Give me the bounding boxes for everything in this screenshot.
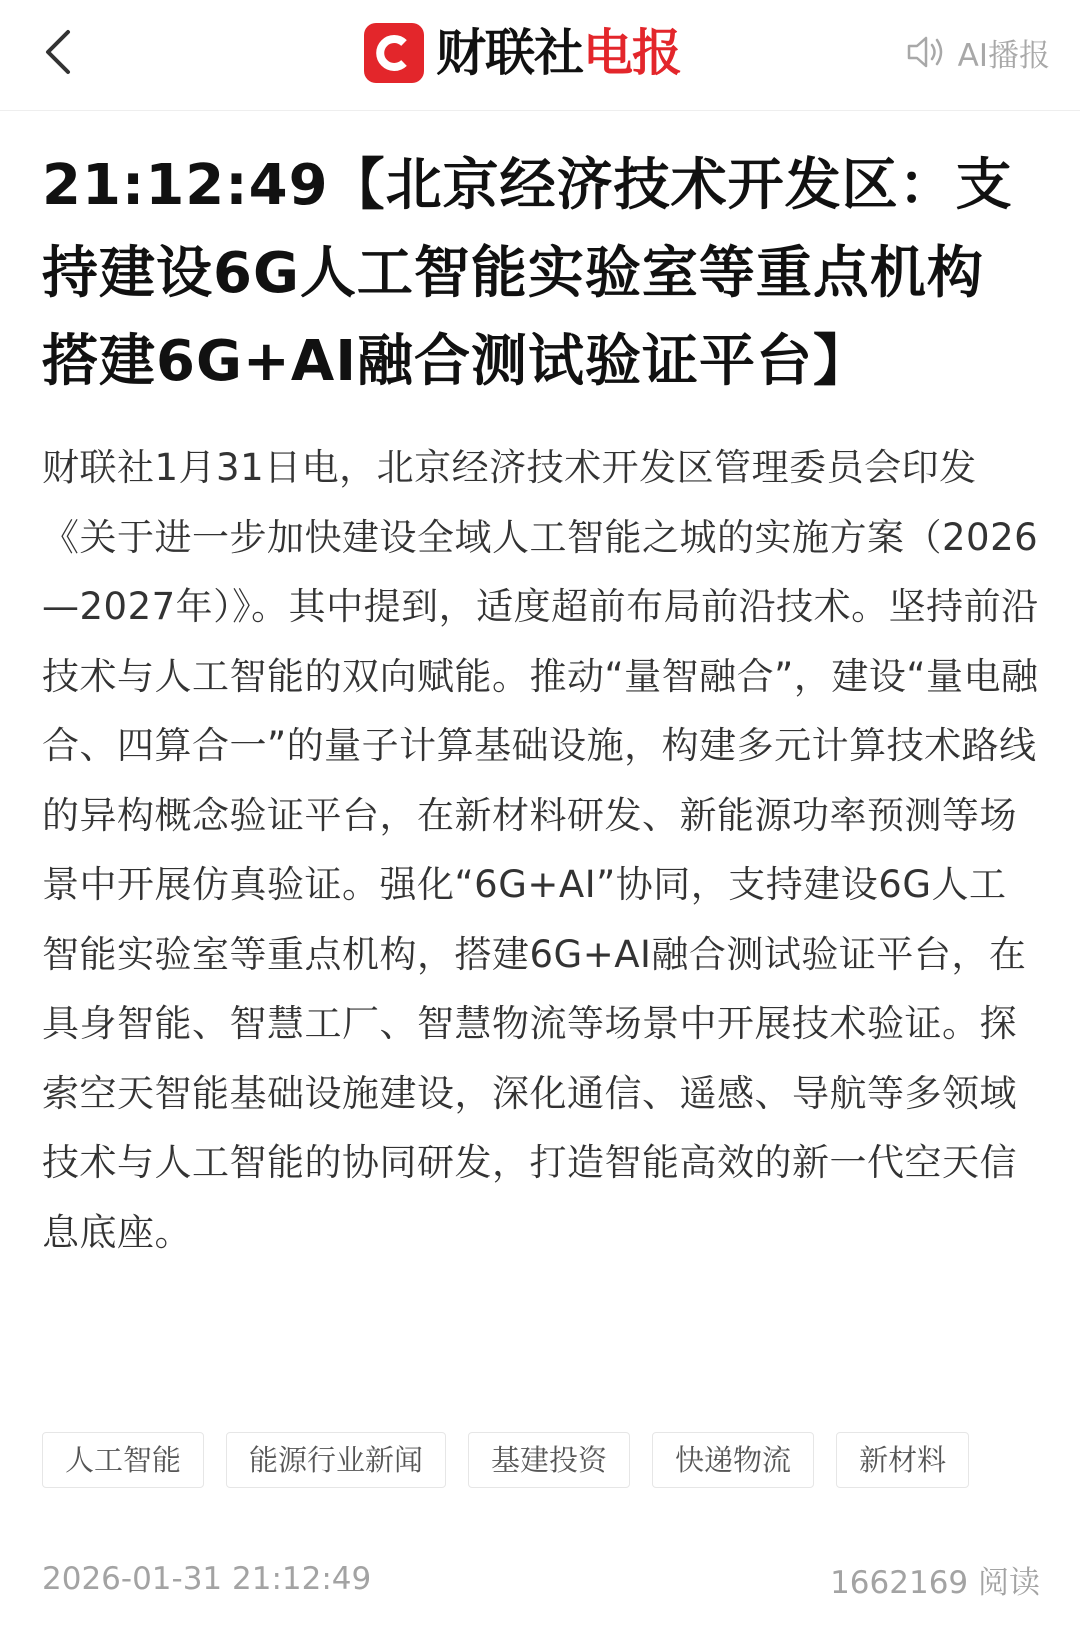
logo-text-black: 财联社 [436, 24, 583, 82]
tag-list [42, 1432, 991, 1488]
speaker-icon [906, 34, 946, 70]
tag-artificial-intelligence[interactable]: 人工智能 [42, 1432, 204, 1488]
top-nav-bar [0, 0, 1080, 111]
ai-broadcast-button[interactable] [906, 30, 1050, 74]
logo-text [436, 22, 681, 84]
tag-infrastructure-investment[interactable]: 基建投资 [468, 1432, 630, 1488]
tag-energy-industry-news[interactable]: 能源行业新闻 [226, 1432, 446, 1488]
logo-text-red: 电报 [583, 24, 681, 82]
article-meta [42, 1556, 1040, 1602]
logo-mark-icon [364, 23, 424, 83]
back-button[interactable] [28, 22, 88, 82]
article-title: 21:12:49【北京经济技术开发区：支持建设6G人工智能实验室等重点机构 搭建6G+AI融合测试验证平台】 [42, 153, 1013, 394]
tag-new-materials[interactable]: 新材料 [836, 1432, 969, 1488]
read-count: 1662169 阅读 [830, 1564, 1040, 1601]
tag-express-logistics[interactable]: 快递物流 [652, 1432, 814, 1488]
app-logo [364, 22, 681, 84]
article-body: 财联社1月31日电，北京经济技术开发区管理委员会印发《关于进一步加快建设全域人工智能之城的实施方案（2026—2027年）》。其中提到，适度超前布局前沿技术。坚持前沿技术与人工智能的双向赋能。推动“量智融合”，建设“量电融合、四算合一”的量子计算基础设施，构建多元计算技术路线的异构概念验证平台，在新材料研发、新能源功率预测等场景中开展仿真验证。强化“6G+AI”协同，支持建设6G人工智能实验室等重点机构，搭建6G+AI融合测试验证平台，在具身智能、智慧工厂、智慧物流等场景中开展技术验证。探索空天智能基础设施建设，深化通信、遥感、导航等多领域技术与人工智能的协同研发，打造智能高效的新一代空天信息底座。 [42, 446, 1039, 1254]
back-arrow-icon [44, 29, 72, 75]
ai-broadcast-label: AI播报 [957, 37, 1050, 74]
publish-timestamp: 2026-01-31 21:12:49 [42, 1561, 372, 1597]
